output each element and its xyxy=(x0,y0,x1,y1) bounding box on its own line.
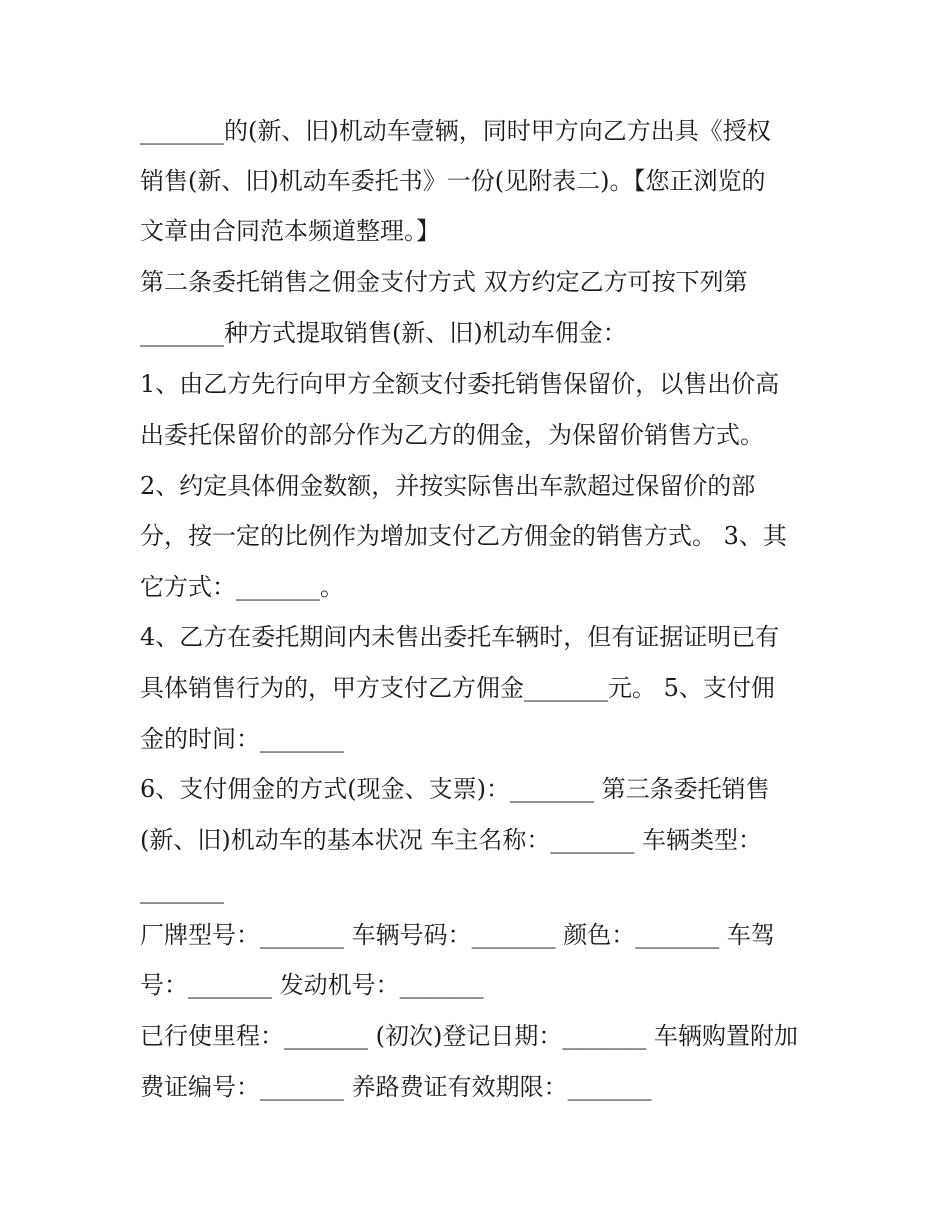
text-line: 号：_______ 发动机号：_______ xyxy=(140,971,484,999)
text-line: 已行使里程：_______ (初次)登记日期：_______ 车辆购置附加 xyxy=(140,1022,798,1050)
text-line: 6、支付佣金的方式(现金、支票)：_______ 第三条委托销售 xyxy=(140,775,770,803)
text-line: _______的(新、旧)机动车壹辆，同时甲方向乙方出具《授权 xyxy=(140,117,771,145)
text-line: 具体销售行为的，甲方支付乙方佣金_______元。 5、支付佣 xyxy=(140,674,775,702)
text-line: 文章由合同范本频道整理。】 xyxy=(140,217,440,245)
text-line: 2、约定具体佣金数额，并按实际售出车款超过保留价的部 xyxy=(140,472,756,500)
text-line: _______种方式提取销售(新、旧)机动车佣金： xyxy=(140,319,627,347)
text-line: _______ xyxy=(140,876,224,904)
text-line: 4、乙方在委托期间内未售出委托车辆时，但有证据证明已有 xyxy=(140,623,780,651)
text-line: 第二条委托销售之佣金支付方式 双方约定乙方可按下列第 xyxy=(140,268,748,296)
text-line: 出委托保留价的部分作为乙方的佣金，为保留价销售方式。 xyxy=(140,421,764,449)
text-line: 分，按一定的比例作为增加支付乙方佣金的销售方式。 3、其 xyxy=(140,522,787,550)
text-line: 1、由乙方先行向甲方全额支付委托销售保留价，以售出价高 xyxy=(140,370,780,398)
text-line: 费证编号：_______ 养路费证有效期限：_______ xyxy=(140,1073,652,1101)
text-line: (新、旧)机动车的基本状况 车主名称：_______ 车辆类型： xyxy=(140,826,762,854)
text-line: 销售(新、旧)机动车委托书》一份(见附表二)。【您正浏览的 xyxy=(140,167,766,195)
text-line: 厂牌型号：_______ 车辆号码：_______ 颜色：_______ 车驾 xyxy=(140,921,775,949)
text-line: 金的时间：_______ xyxy=(140,725,344,753)
text-line: 它方式：_______。 xyxy=(140,573,344,601)
